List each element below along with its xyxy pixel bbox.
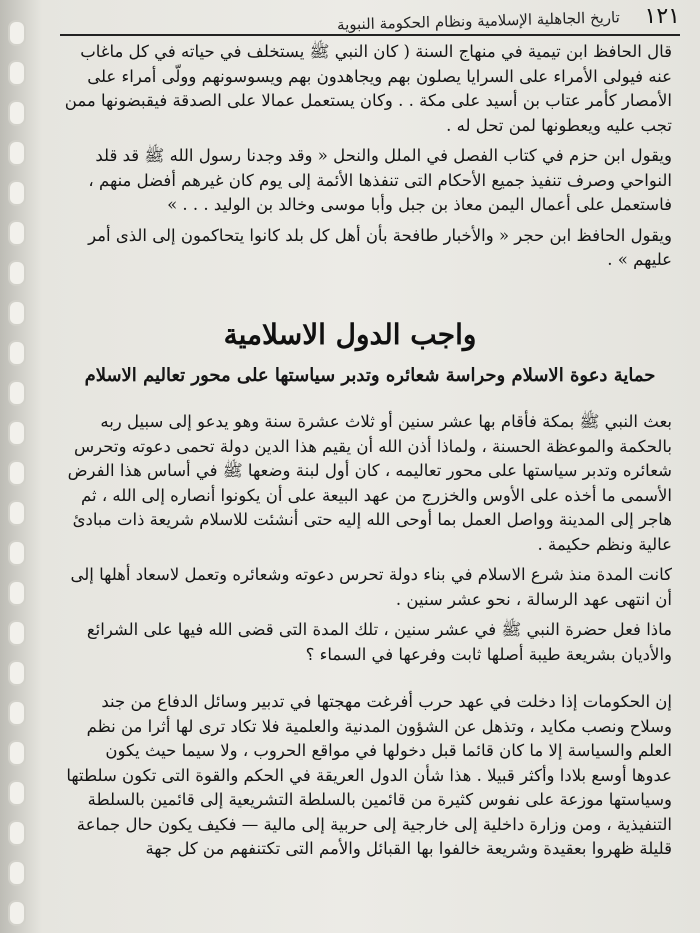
binding-hole [8, 260, 26, 286]
binding-hole [8, 380, 26, 406]
running-title: تاريخ الجاهلية الإسلامية ونظام الحكومة النبوية [336, 8, 621, 34]
paragraph: ماذا فعل حضرة النبي ﷺ في عشر سنين ، تلك المدة التى قضى الله فيها على الشرائع والأديان بشريعة طيبة أصلها ثابت وفرعها في السماء ؟ [86, 620, 672, 664]
binding-hole [8, 780, 26, 806]
binding-hole [8, 60, 26, 86]
quotes-block [62, 40, 672, 279]
binding-hole [8, 620, 26, 646]
binding-hole [8, 180, 26, 206]
binding-hole [8, 500, 26, 526]
binding-hole [8, 140, 26, 166]
binding-hole [8, 100, 26, 126]
binding-hole [8, 740, 26, 766]
paragraph: ويقول الحافظ ابن حجر « والأخبار طافحة بأن أهل كل بلد كانوا يتحاكمون إلى الذى أمر عليهم » . [88, 225, 672, 269]
section-body-continued [62, 690, 672, 868]
paragraph: بعث النبي ﷺ بمكة فأقام بها عشر سنين أو ثلاث عشرة سنة وهو يدعو إلى سبيل ربه بالحكمة والموعظة الحسنة ، ولماذا أذن الله أن يقيم هذا الدين دولة تحمى دعوته وتحرس شعائره وتدبر سياستها على محور تعاليمه ، كان أول لبنة وضعها ﷺ في أساس هذا الفرض الأسمى ما أخذه على الأوس والخزرج من عهد البيعة على أن يكونوا أنصاره إلى الله ، ثم هاجر إلى المدينة وواصل العمل بما أوحى الله إليه حتى أنشئت للاسلام شريعة ذات مبادئ عالية ونظم حكيمة . [67, 412, 672, 554]
binding-hole [8, 820, 26, 846]
page-number: ١٢١ [644, 4, 680, 29]
binding-hole [8, 660, 26, 686]
binding-hole [8, 220, 26, 246]
section-heading: واجب الدول الاسلامية [223, 318, 477, 351]
binding-hole [8, 900, 26, 926]
section-body [62, 410, 672, 673]
binding-hole [8, 20, 26, 46]
binding-holes [8, 0, 28, 933]
paragraph: كانت المدة منذ شرع الاسلام في بناء دولة تحرس دعوته وشعائره وتعمل لاسعاد أهلها إلى أن انتهى عهد الرسالة ، نحو عشر سنين . [70, 565, 672, 609]
paragraph: ويقول ابن حزم في كتاب الفصل في الملل والنحل « وقد وجدنا رسول الله ﷺ قد قلد النواحي وصرف تنفيذ جميع الأحكام التى تنفذها الأئمة إلى يوم كان غيرهم أفضل منهم ، فاستعمل على أعمال اليمن معاذ بن جبل وأبا موسى وخالد بن الوليد . . . » [88, 146, 672, 214]
page-header [60, 4, 680, 36]
binding-hole [8, 700, 26, 726]
paragraph: إن الحكومات إذا دخلت في عهد حرب أفرغت مهجتها في تدبير وسائل الدفاع من جند وسلاح ونصب مكايد ، وتذهل عن الشؤون المدنية والعلمية فلا تكاد ترى لها أثرا من نظم العلم والسياسة إلا ما كان قائما قبل دخولها في مواقع الحروب ، ولا سيما حيث يكون عدوها أوسع بلادا وأكثر قبيلا . هذا شأن الدول العريقة في الحكم والقوة التى تكون سلطتها وسياستها موزعة على نفوس كثيرة من قائمين بالسلطة التشريعية إلى قائمين بالسلطة التنفيذية ، ومن وزارة داخلية إلى خارجية إلى حربية إلى مالية — فكيف يكون حال جماعة قليلة ظهروا بعقيدة وشريعة خالفوا بها القبائل والأمم التى تكتنفهم من كل جهة [66, 692, 672, 858]
binding-hole [8, 420, 26, 446]
paragraph: قال الحافظ ابن تيمية في منهاج السنة ( كان النبي ﷺ يستخلف في حياته في كل ماغاب عنه فيولى الأمراء على السرايا يصلون بهم ويجاهدون بهم ويسوسونهم وولّى أمراء على الأمصار كأمر عتاب بن أسيد على مكة . . وكان يستعمل عمالا على الصدقة فيقبضونها ممن تجب عليه ويعطونها لمن تحل له . [64, 42, 672, 135]
binding-hole [8, 540, 26, 566]
section-subheading: حماية دعوة الاسلام وحراسة شعائره وتدبر سياستها على محور تعاليم الاسلام [84, 365, 656, 386]
binding-hole [8, 580, 26, 606]
binding-hole [8, 860, 26, 886]
binding-hole [8, 460, 26, 486]
